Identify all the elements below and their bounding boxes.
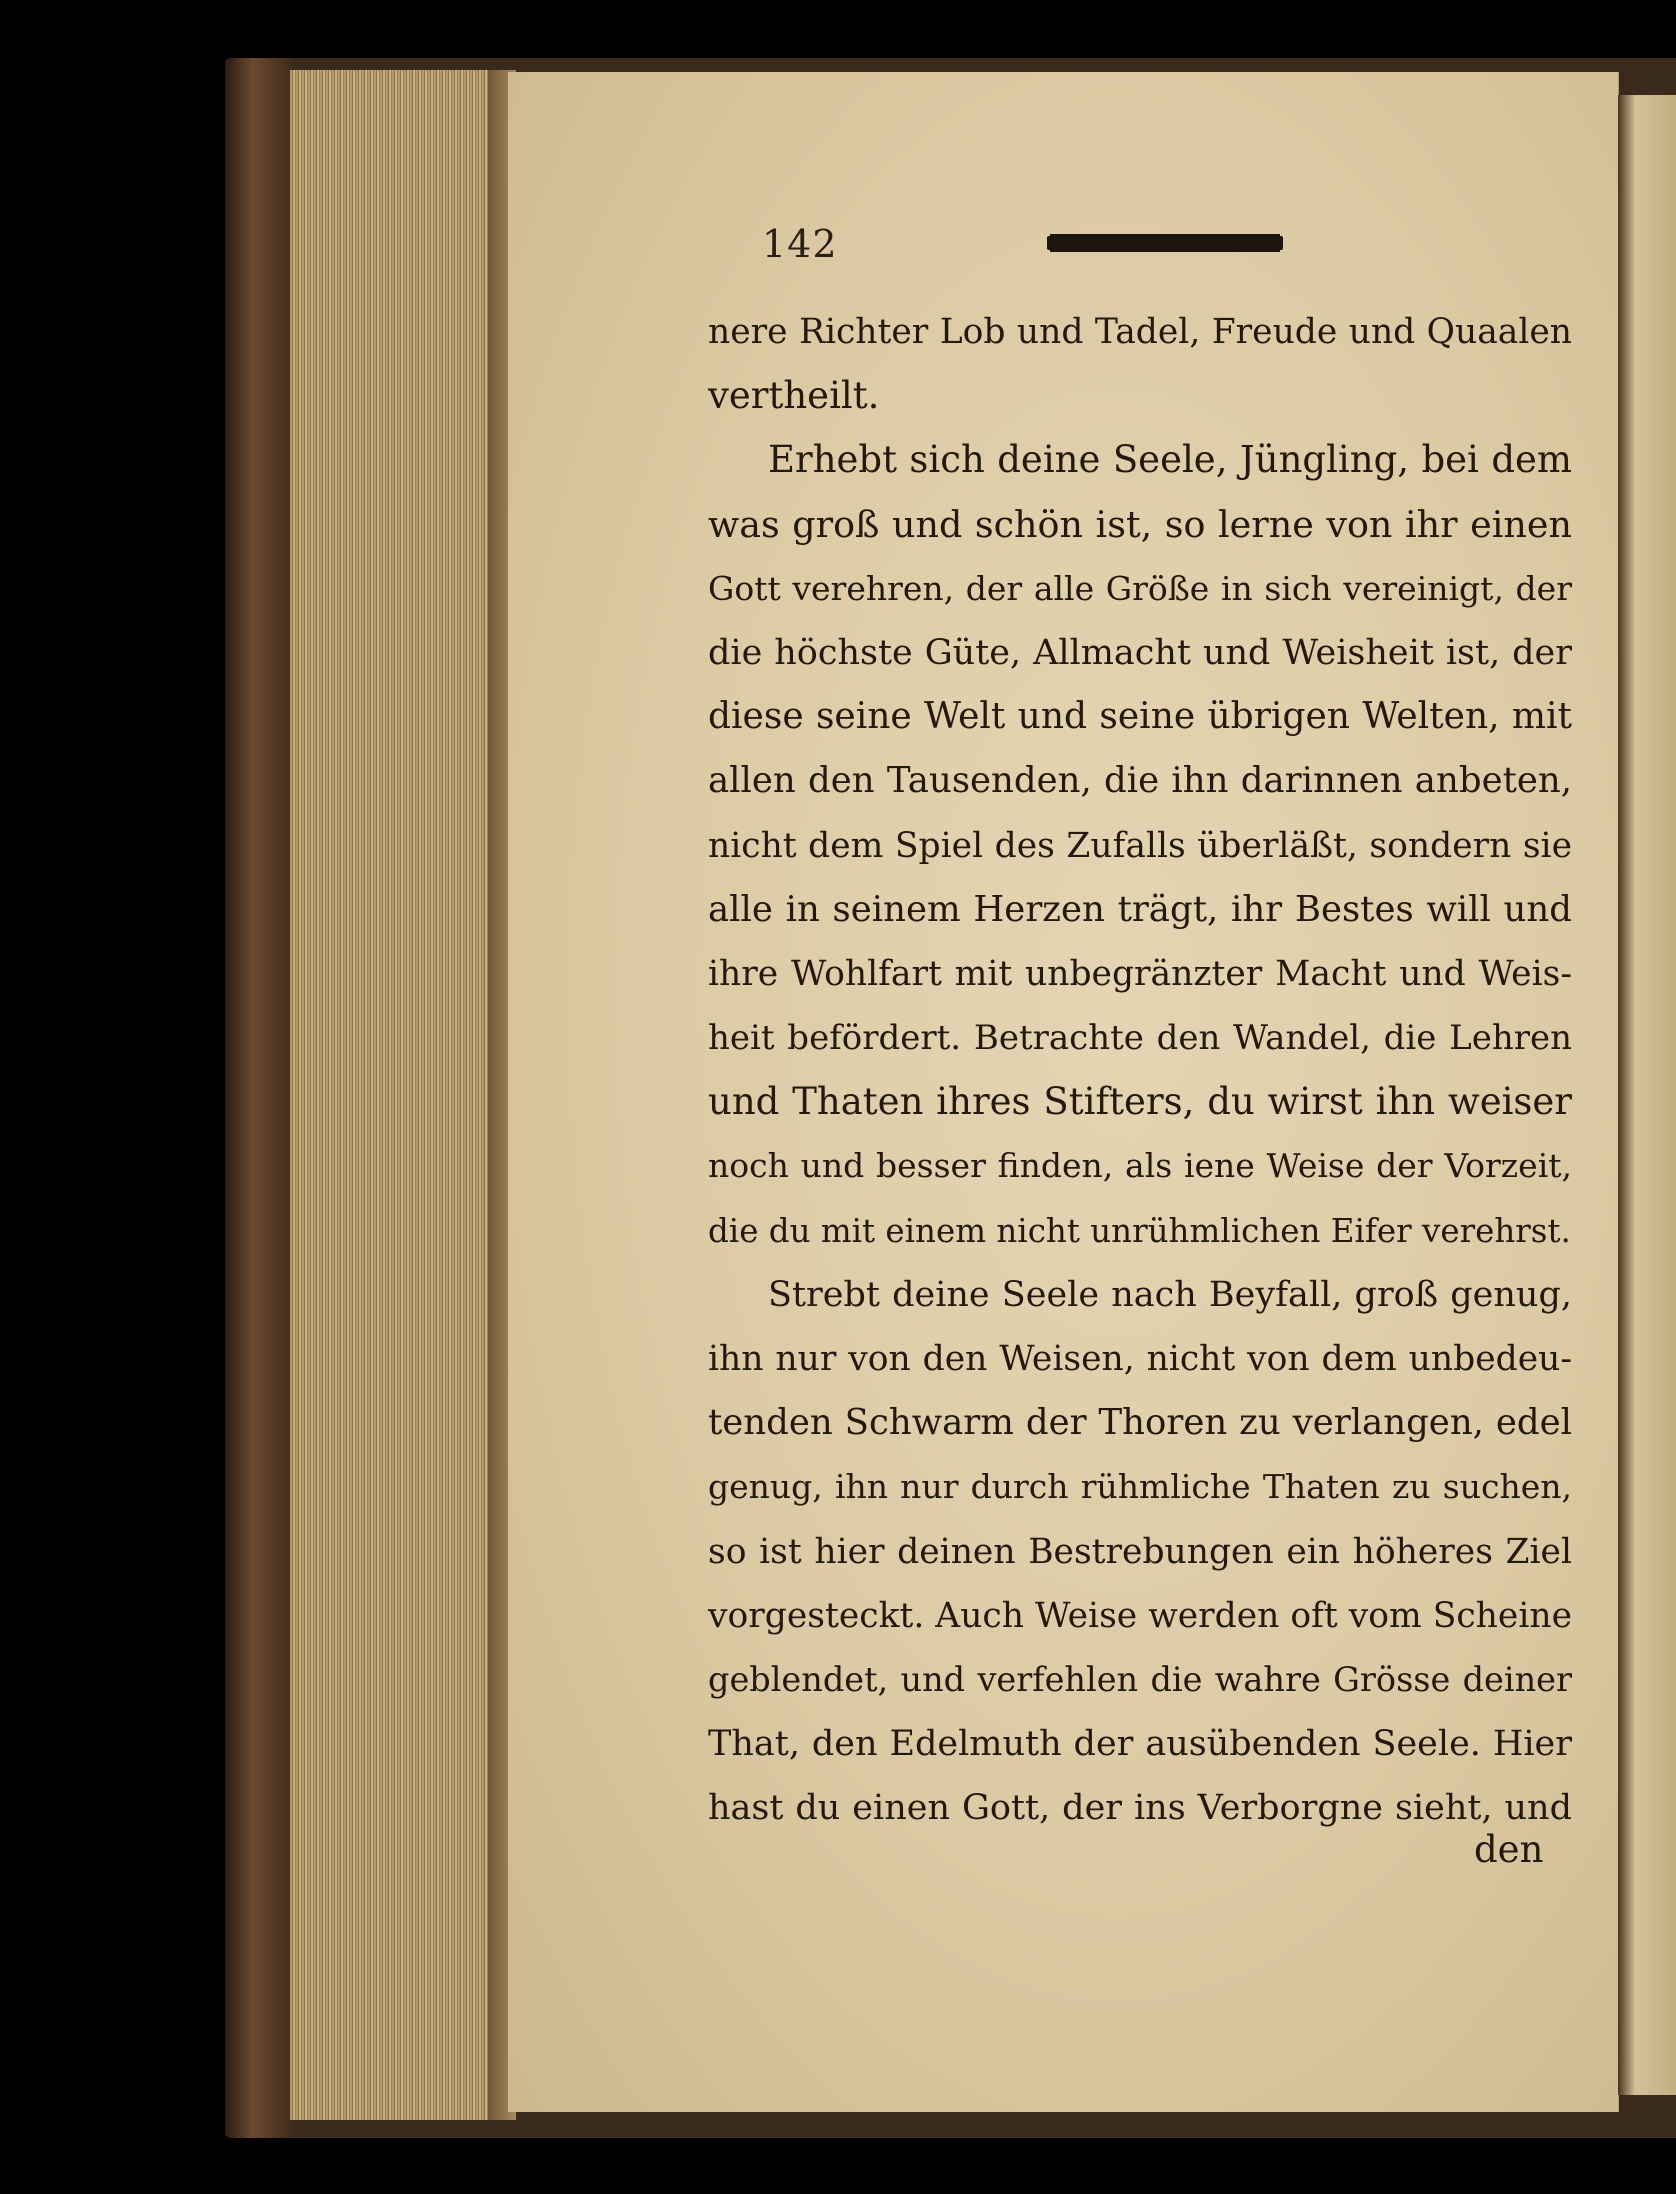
text-line: diese seine Welt und seine übrigen Welten, mit xyxy=(708,696,1572,738)
text-line: That, den Edelmuth der ausübenden Seele. Hier xyxy=(708,1724,1572,1765)
text-line: tenden Schwarm der Thoren zu verlangen, edel xyxy=(708,1402,1572,1444)
text-line: ihn nur von den Weisen, nicht von dem unbedeu- xyxy=(708,1339,1572,1379)
text-line: alle in seinem Herzen trägt, ihr Bestes will und xyxy=(708,888,1572,930)
text-line: und Thaten ihres Stifters, du wirst ihn weiser xyxy=(708,1080,1572,1124)
text-line: die du mit einem nicht unrühmlichen Eifer verehrst. xyxy=(708,1211,1571,1250)
text-line: heit befördert. Betrachte den Wandel, die Lehren xyxy=(708,1018,1572,1059)
text-line: hast du einen Gott, der ins Verborgne sieht, und xyxy=(708,1788,1572,1829)
text-line: was groß und schön ist, so lerne von ihr einen xyxy=(708,502,1572,546)
text-line: vorgesteckt. Auch Weise werden oft vom Scheine xyxy=(708,1595,1572,1636)
text-line: genug, ihn nur durch rühmliche Thaten zu suchen, xyxy=(708,1467,1572,1507)
text-line: die höchste Güte, Allmacht und Weisheit ist, der xyxy=(708,632,1572,673)
page-block-edges xyxy=(290,70,505,2120)
text-line: so ist hier deinen Bestrebungen ein höheres Ziel xyxy=(708,1531,1572,1572)
text-line: noch und besser finden, als iene Weise der Vorzeit, xyxy=(708,1146,1572,1186)
catchword: den xyxy=(1474,1828,1544,1871)
text-line: nere Richter Lob und Tadel, Freude und Quaalen xyxy=(708,312,1572,352)
text-line: Strebt deine Seele nach Beyfall, groß genug, xyxy=(768,1274,1572,1315)
text-line: geblendet, und verfehlen die wahre Grösse deiner xyxy=(708,1659,1572,1699)
facing-page-edge xyxy=(1618,95,1676,2095)
page-text xyxy=(708,300,1572,1841)
page-header xyxy=(762,222,1282,266)
page-number: 142 xyxy=(762,222,838,266)
text-line: nicht dem Spiel des Zufalls überläßt, sondern sie xyxy=(708,825,1572,866)
header-rule xyxy=(1047,236,1283,250)
text-line: allen den Tausenden, die ihn darinnen anbeten, xyxy=(708,760,1572,802)
book-cover-edge xyxy=(225,58,295,2138)
text-line: vertheilt. xyxy=(708,374,880,418)
text-line: Gott verehren, der alle Größe in sich vereinigt, der xyxy=(708,568,1572,608)
text-line: Erhebt sich deine Seele, Jüngling, bei dem xyxy=(768,438,1572,482)
text-line: ihre Wohlfart mit unbegränzter Macht und Weis- xyxy=(708,953,1572,994)
